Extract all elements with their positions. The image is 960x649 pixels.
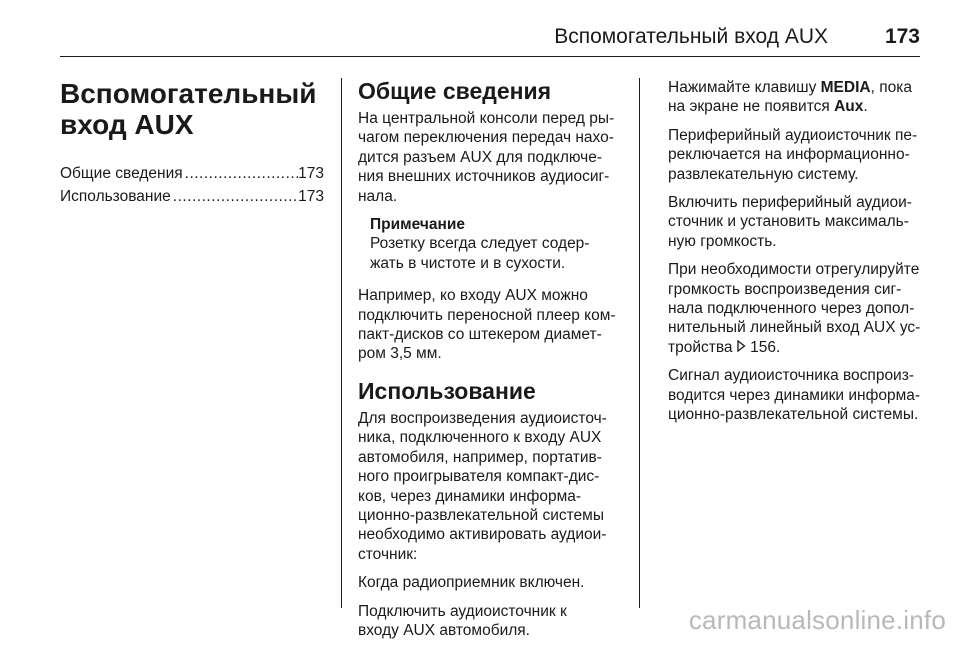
note-title: Примечание (370, 216, 465, 234)
key-media: MEDIA (820, 79, 871, 96)
column-right (668, 78, 922, 434)
paragraph: Например, ко входу AUX можно подключить переносной плеер ком- пакт-дисков со штекером диамет- ром 3,5 мм. (358, 287, 616, 363)
paragraph: Для воспроизведения аудиоисточ- ника, подключенного к входу AUX автомобиля, например, портатив- ного проигрывателя компакт-дис- ков, через динамики информа- ционно-развлекательной системы необходимо активировать аудиои- сточник: (358, 409, 607, 563)
section-title-usage: Использование (358, 377, 536, 404)
toc-leader (183, 162, 298, 185)
page-number: 173 (884, 25, 920, 48)
paragraph: Включить периферийный аудиои- сточник и установить максималь- ную громкость. (668, 194, 912, 250)
watermark: carmanualsonline.info (688, 605, 946, 635)
display-aux: Aux (834, 98, 864, 116)
page-ref-link[interactable]: 156 (750, 338, 777, 356)
column-divider (341, 78, 342, 608)
toc-entry-usage[interactable]: Использование ..... 173 (60, 185, 324, 208)
paragraph: На центральной консоли перед ры- чагом переключения передач нахо- дится разъем AUX для подключе- ния внешних источников аудиосиг- нала. (358, 110, 615, 205)
page-ref-icon (737, 338, 746, 357)
toc-entry-general[interactable]: Общие сведения ..... 173 (60, 162, 324, 185)
section-title-general: Общие сведения (358, 78, 552, 104)
chapter-title: Вспомогательный вход AUX (60, 78, 317, 140)
page-header (60, 6, 920, 57)
paragraph: Подключить аудиоисточник к входу AUX автомобиля. (358, 602, 567, 639)
paragraph: Когда радиоприемник включен. (358, 574, 585, 592)
column-divider (639, 78, 640, 608)
paragraph: При необходимости отрегулируйте громкость воспроизведения сиг- нала подключенного через допол- нительный линейный вход AUX ус- тройства 156. (668, 261, 921, 356)
paragraph: Периферийный аудиоисточник пе- реключается на информационно- развлекательную систему. (668, 126, 918, 183)
toc-leader (171, 185, 298, 208)
paragraph: Нажимайте клавишу MEDIA, пока на экране не появится Aux. (668, 79, 912, 116)
column-main (358, 78, 622, 649)
column-toc (60, 78, 324, 208)
note-box: Примечание Розетку всегда следует содер- жать в чистоте и в сухости. (370, 215, 622, 273)
header-title: Вспомогательный вход AUX (554, 25, 828, 48)
paragraph: Сигнал аудиоисточника воспроиз- водится через динамики информа- ционно-развлекательной системы. (668, 367, 921, 424)
